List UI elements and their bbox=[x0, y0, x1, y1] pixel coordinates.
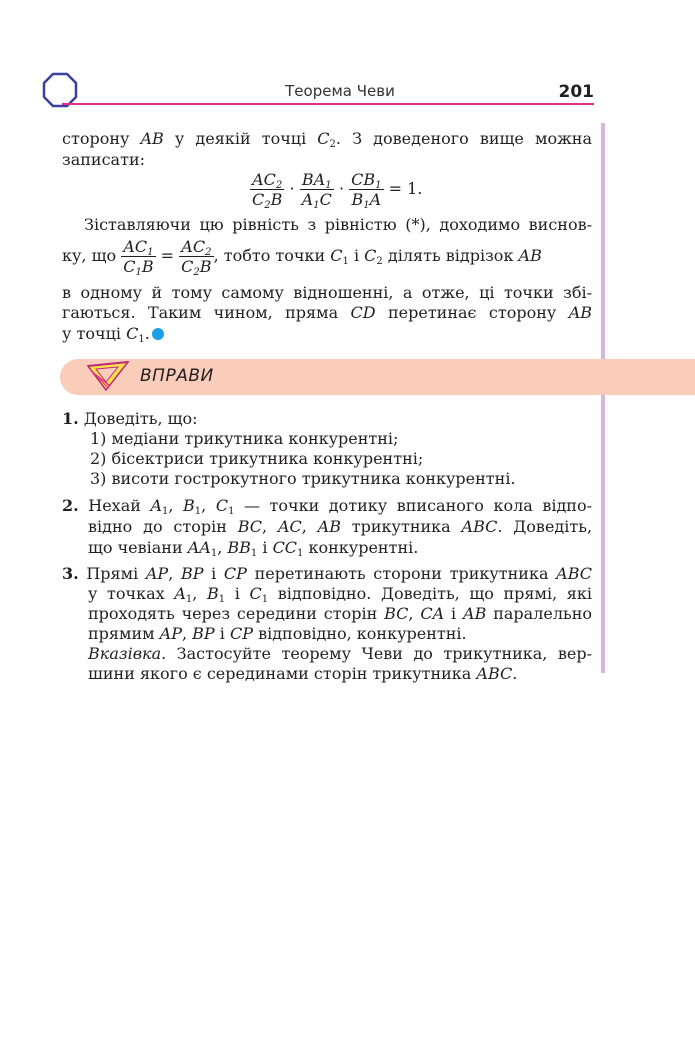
exercise-1: 1. Доведіть, що: bbox=[62, 409, 198, 428]
text-line: у точці $C_1$. bbox=[62, 324, 164, 344]
exercise-3-line: у точках $A_1$, $B_1$ і $C_1$ відповідно. Доведіть, що прямі, які bbox=[88, 584, 593, 605]
exercise-3-hint: Вказівка. Застосуйте теорему Чеви до трикутника, вер- bbox=[88, 644, 592, 663]
exercise-2-line: що чевіани $AA_1$, $BB_1$ і $CC_1$ конкурентні. bbox=[88, 538, 419, 559]
exercise-1-item: 2) бісектриси трикутника конкурентні; bbox=[90, 449, 424, 468]
set-square-icon bbox=[86, 360, 130, 392]
exercises-title: ВПРАВИ bbox=[140, 366, 214, 386]
text-line: сторону AB у деякій точці $C_2$. З доведеного вище можна bbox=[62, 129, 592, 150]
margin-bar bbox=[601, 123, 605, 673]
text-line: гаються. Таким чином, пряма CD перетинає сторону AB bbox=[62, 303, 592, 322]
text-line: в одному й тому самому відношенні, а отже, ці точки збі- bbox=[62, 283, 592, 302]
text-line: ку, що $\frac{AC_1}{C_1B}$ = $\frac{AC_2}{C_2B}$ , тобто точки $C_1$ і $C_2$ ділять відрізок AB bbox=[62, 237, 542, 278]
exercise-1-item: 3) висоти гострокутного трикутника конкурентні. bbox=[90, 469, 516, 488]
header-rule bbox=[62, 103, 594, 105]
exercise-3-line: шини якого є серединами сторін трикутника ABC. bbox=[88, 664, 518, 683]
page-header bbox=[0, 0, 695, 120]
exercise-3-line: проходять через середини сторін BC, CA і AB паралельно bbox=[88, 604, 593, 623]
exercise-3: 3. Прямі AP, BP і CP перетинають сторони трикутника ABC bbox=[62, 564, 593, 583]
end-of-proof-dot bbox=[152, 328, 164, 340]
page-number: 201 bbox=[558, 82, 594, 102]
exercise-2-line: відно до сторін BC, AC, AB трикутника ABC. Доведіть, bbox=[88, 517, 593, 536]
exercise-1-item: 1) медіани трикутника конкурентні; bbox=[90, 429, 399, 448]
running-title: Теорема Чеви bbox=[285, 82, 395, 100]
exercise-3-line: прямим AP, BP і CP відповідно, конкурентні. bbox=[88, 624, 467, 643]
text-line: записати: bbox=[62, 150, 145, 169]
text-line: Зіставляючи цю рівність з рівністю (*), доходимо виснов- bbox=[84, 215, 592, 234]
exercise-2: 2. Нехай $A_1$, $B_1$, $C_1$ — точки дотику вписаного кола відпо- bbox=[62, 496, 593, 517]
formula: $\frac{AC_2}{C_2B}$ · $\frac{BA_1}{A_1C}$ · $\frac{CB_1}{B_1A}$ = 1. bbox=[252, 170, 423, 211]
